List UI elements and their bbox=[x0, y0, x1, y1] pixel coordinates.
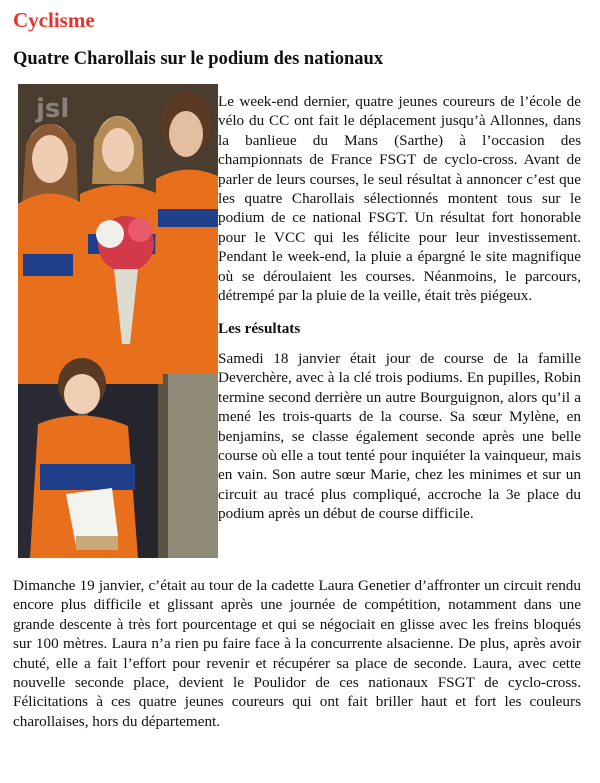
article-photo bbox=[18, 84, 218, 558]
article-column bbox=[218, 92, 581, 524]
article-headline: Quatre Charollais sur le podium des nationaux bbox=[13, 49, 384, 69]
closing-paragraph: Dimanche 19 janvier, c’était au tour de la cadette Laura Genetier d’affronter un circuit rendu encore plus difficile et glissant après une journée de compétition, notamment dans une grande descente à très fort pourcentage et qui se négociait en glisse avec les freins bloqués sur 100 mètres. Laura n’a rien pu faire face à la concurrente alsacienne. De plus, après avoir chuté, elle a fait l’effort pour revenir et récupérer sa place de seconde. Laura, avec cette nouvelle seconde place, devient le Poulidor de ces nationaux FSGT de cyclo-cross. Félicitations à ces quatre jeunes coureurs qui ont fait briller haut et fort les couleurs charollaises, hors du département. bbox=[13, 577, 581, 730]
riders-photo-illustration bbox=[18, 84, 218, 558]
results-heading: Les résultats bbox=[218, 320, 301, 338]
results-paragraph: Samedi 18 janvier était jour de course de la famille Deverchère, avec à la clé trois podiums. En pupilles, Robin termine second derrière un autre Bourguignon, alors qu’il a mené les trois-quarts de la course. Sa sœur Mylène, en benjamins, se classe également seconde après une belle course où elle a tout tenté pour inquiéter la vainqueur, mais en vain. Son autre sœur Marie, chez les minimes et sur un circuit au tracé plus compliqué, accroche la 3e place du podium après un début de course difficile. bbox=[218, 349, 581, 523]
section-title: Cyclisme bbox=[13, 8, 95, 32]
intro-paragraph: Le week-end dernier, quatre jeunes coureurs de l’école de vélo du CC ont fait le déplacement jusqu’à Allonnes, dans la banlieue du Mans (Sarthe) à l’occasion des championnats de France FSGT de cyclo-cross. Avant de parler de leurs courses, le seul résultat à annoncer c’est que les quatre Charollais sélectionnés montent tous sur le podium de ce national FSGT. Un résultat fort honorable pour le VCC qui les félicite pour leur investissement. Pendant le week-end, la pluie a épargné le site magnifique où se déroulaient les courses. Néanmoins, le parcours, détrempé par la pluie de la veille, était très piégeux. bbox=[218, 93, 581, 305]
photo-watermark: jsl bbox=[36, 94, 70, 124]
